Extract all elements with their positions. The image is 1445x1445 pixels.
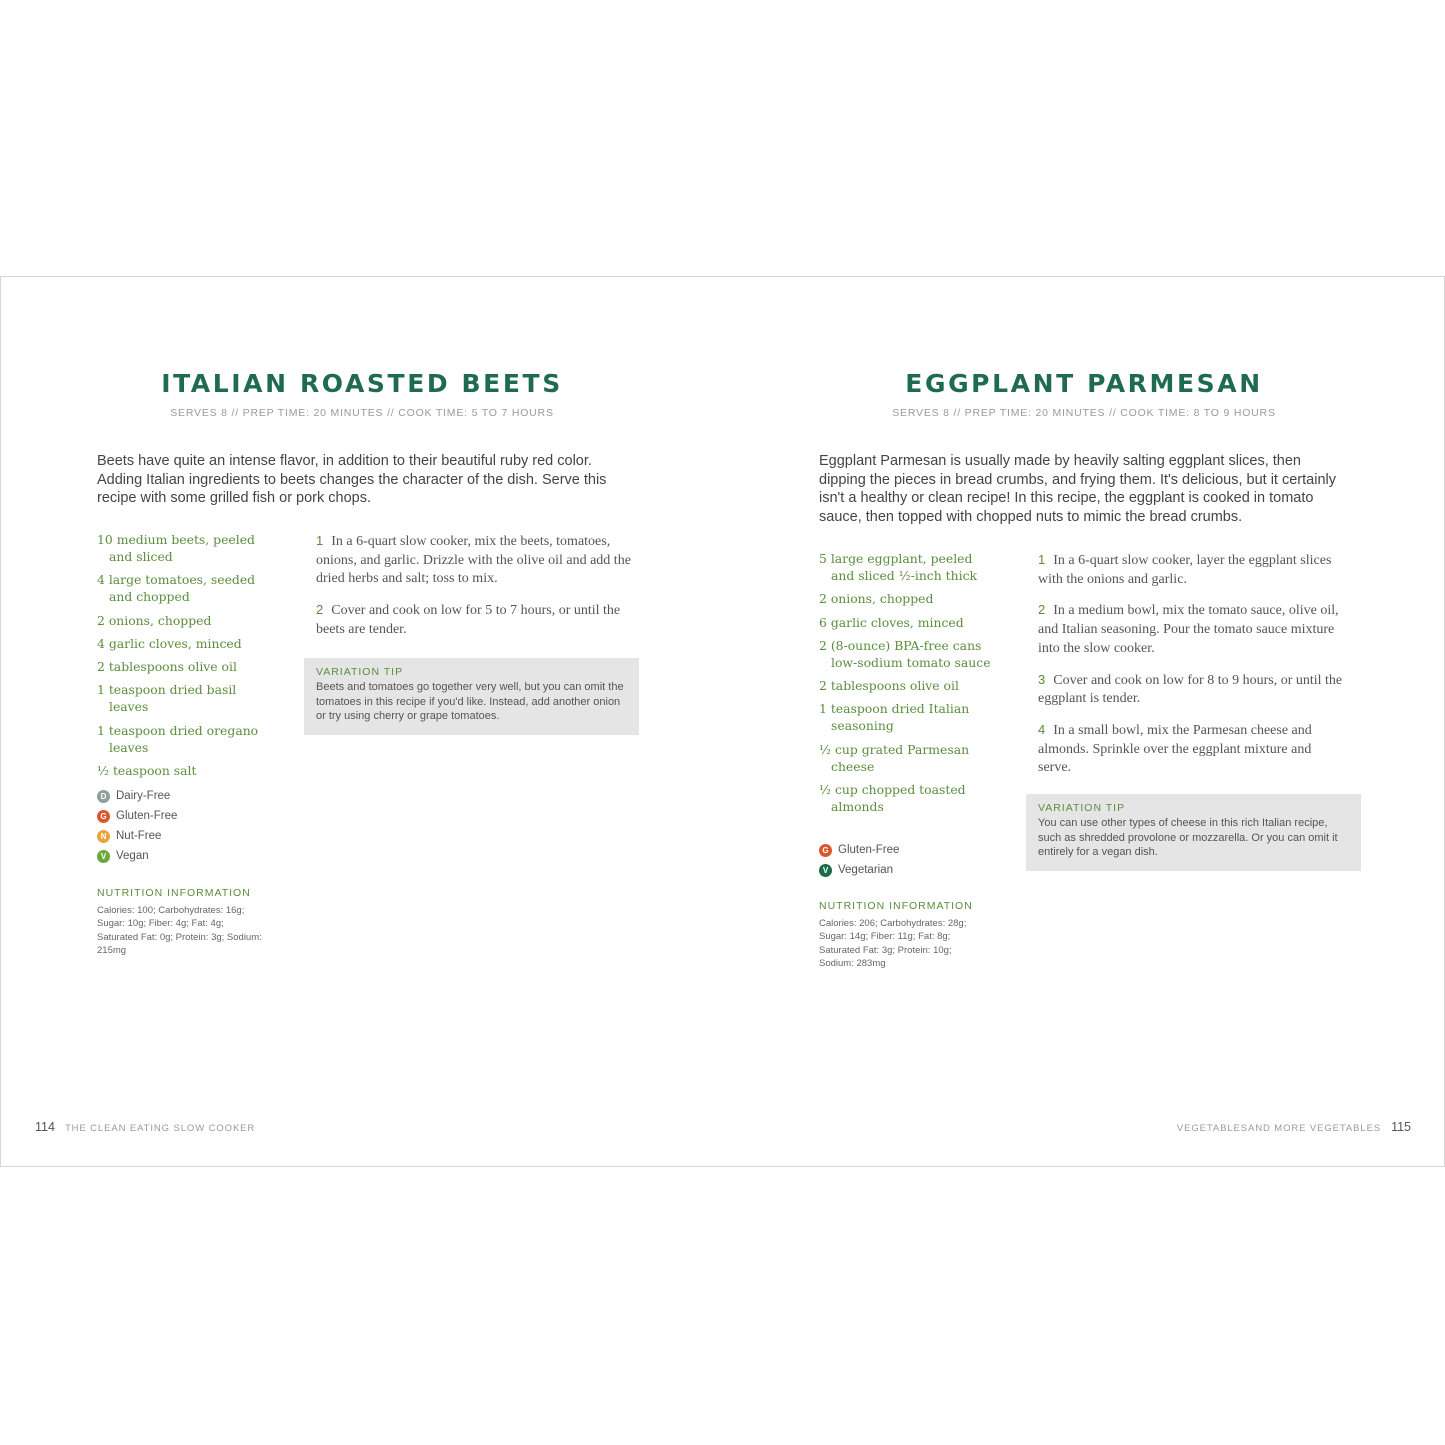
badge-label: Gluten-Free xyxy=(116,810,178,822)
page-number: 114 xyxy=(35,1120,55,1134)
step-list xyxy=(316,532,634,652)
step-number: 3 xyxy=(1038,671,1046,687)
gluten-free-icon: G xyxy=(819,844,832,857)
page-footer xyxy=(35,1120,255,1134)
ingredient-item: 6 garlic cloves, minced xyxy=(819,614,964,630)
ingredient-item: 2 onions, chopped xyxy=(819,591,934,607)
variation-tip-box xyxy=(304,658,639,735)
ingredient-item: 2 tablespoons olive oil xyxy=(819,678,959,694)
step-item xyxy=(1038,601,1343,658)
ingredient-item: 2 (8-ounce) BPA-free cans low-sodium tomato sauce xyxy=(819,637,991,670)
step-item xyxy=(316,601,634,639)
badge-label: Dairy-Free xyxy=(116,790,171,802)
ingredient-item: ½ teaspoon salt xyxy=(97,763,197,779)
diet-badges xyxy=(819,840,899,880)
diet-badge xyxy=(97,786,177,806)
ingredient-item: 1 teaspoon dried oregano leaves xyxy=(97,722,259,755)
step-number: 2 xyxy=(1038,602,1046,618)
step-item xyxy=(316,532,634,589)
step-number: 4 xyxy=(1038,721,1046,737)
ingredient-list xyxy=(819,550,997,821)
step-text: Cover and cook on low for 5 to 7 hours, or until the beets are tender. xyxy=(316,603,621,637)
diet-badge xyxy=(97,806,177,826)
diet-badge xyxy=(819,860,899,880)
ingredient-item: ½ cup chopped toasted almonds xyxy=(819,782,966,815)
ingredient-list xyxy=(97,531,275,785)
right-page xyxy=(723,277,1445,1166)
diet-badges xyxy=(97,786,177,866)
nutrition-heading: NUTRITION INFORMATION xyxy=(97,887,251,899)
variation-tip-text: You can use other types of cheese in this rich Italian recipe, such as shredded provolone or mozzarella. Or you can omit it entirely for a vegan dish. xyxy=(1038,817,1338,859)
ingredient-item: 4 garlic cloves, minced xyxy=(97,635,242,651)
badge-label: Nut-Free xyxy=(116,830,162,842)
variation-tip-box xyxy=(1026,794,1361,871)
step-number: 1 xyxy=(316,533,324,548)
step-item xyxy=(1038,721,1343,778)
page-footer xyxy=(1177,1120,1411,1134)
step-item xyxy=(1038,671,1343,709)
ingredient-item: 1 teaspoon dried Italian seasoning xyxy=(819,701,970,734)
step-text: In a medium bowl, mix the tomato sauce, olive oil, and Italian seasoning. Pour the tomato sauce mixture into the slow cooker. xyxy=(1038,603,1339,656)
ingredient-item: 2 onions, chopped xyxy=(97,612,212,628)
step-text: In a 6-quart slow cooker, mix the beets, tomatoes, onions, and garlic. Drizzle with the olive oil and add the dried herbs and salt; toss to mix. xyxy=(316,534,631,587)
gluten-free-icon: G xyxy=(97,810,110,823)
badge-label: Vegan xyxy=(116,850,149,862)
step-list xyxy=(1038,551,1343,790)
page-number: 115 xyxy=(1391,1120,1411,1134)
variation-tip-text: Beets and tomatoes go together very well, but you can omit the tomatoes in this recipe if you'd like. Instead, add another onion or try using cherry or grape tomatoes. xyxy=(316,681,624,723)
diet-badge xyxy=(97,846,177,866)
variation-tip-label: VARIATION TIP xyxy=(316,666,404,678)
recipe-title: EGGPLANT PARMESAN xyxy=(905,369,1263,398)
recipe-meta: SERVES 8 // PREP TIME: 20 MINUTES // COOK TIME: 8 TO 9 HOURS xyxy=(892,407,1276,419)
step-item xyxy=(1038,551,1343,589)
step-text: In a small bowl, mix the Parmesan cheese and almonds. Sprinkle over the eggplant mixture and serve. xyxy=(1038,722,1312,776)
dairy-free-icon: D xyxy=(97,790,110,803)
recipe-title: ITALIAN ROASTED BEETS xyxy=(161,369,563,398)
ingredient-item: 1 teaspoon dried basil leaves xyxy=(97,682,237,715)
ingredient-item: 5 large eggplant, peeled and sliced ½-inch thick xyxy=(819,551,978,583)
recipe-meta: SERVES 8 // PREP TIME: 20 MINUTES // COOK TIME: 5 TO 7 HOURS xyxy=(170,407,554,419)
ingredient-item: 4 large tomatoes, seeded and chopped xyxy=(97,572,256,605)
ingredient-item: ½ cup grated Parmesan cheese xyxy=(819,741,970,774)
recipe-intro: Beets have quite an intense flavor, in addition to their beautiful ruby red color. Adding Italian ingredients to beets changes the character of the dish. Serve this recipe with some grilled fish or pork chops. xyxy=(97,453,607,507)
running-title: VEGETABLESAND MORE VEGETABLES xyxy=(1176,1123,1382,1134)
variation-tip-label: VARIATION TIP xyxy=(1038,802,1126,814)
recipe-intro: Eggplant Parmesan is usually made by heavily salting eggplant slices, then dipping the pieces in bread crumbs, and frying them. It's delicious, but it certainly isn't a healthy or clean recipe! In this recipe, the eggplant is cooked in tomato sauce, then topped with chopped nuts to mimic the bread crumbs. xyxy=(819,453,1336,526)
step-number: 2 xyxy=(316,602,324,618)
nut-free-icon: N xyxy=(97,830,110,843)
vegan-icon: V xyxy=(97,850,110,863)
ingredient-item: 10 medium beets, peeled and sliced xyxy=(97,532,255,564)
vegetarian-icon: V xyxy=(819,864,832,877)
nutrition-text: Calories: 206; Carbohydrates: 28g; Sugar: 14g; Fiber: 11g; Fat: 8g; Saturated Fat: 3g; Protein: 10g; Sodium: 283mg xyxy=(819,918,967,969)
running-title: THE CLEAN EATING SLOW COOKER xyxy=(64,1123,256,1134)
ingredient-item: 2 tablespoons olive oil xyxy=(97,659,237,675)
book-spread xyxy=(0,276,1445,1167)
step-number: 1 xyxy=(1038,552,1046,567)
nutrition-heading: NUTRITION INFORMATION xyxy=(819,900,973,912)
left-page xyxy=(1,277,723,1166)
step-text: In a 6-quart slow cooker, layer the eggplant slices with the onions and garlic. xyxy=(1038,553,1332,587)
badge-label: Vegetarian xyxy=(838,864,893,876)
diet-badge xyxy=(97,826,177,846)
diet-badge xyxy=(819,840,899,860)
nutrition-text: Calories: 100; Carbohydrates: 16g; Sugar: 10g; Fiber: 4g; Fat: 4g; Saturated Fat: 0g; Protein: 3g; Sodium: 215mg xyxy=(97,905,262,956)
badge-label: Gluten-Free xyxy=(838,844,900,856)
step-text: Cover and cook on low for 8 to 9 hours, or until the eggplant is tender. xyxy=(1038,672,1343,707)
